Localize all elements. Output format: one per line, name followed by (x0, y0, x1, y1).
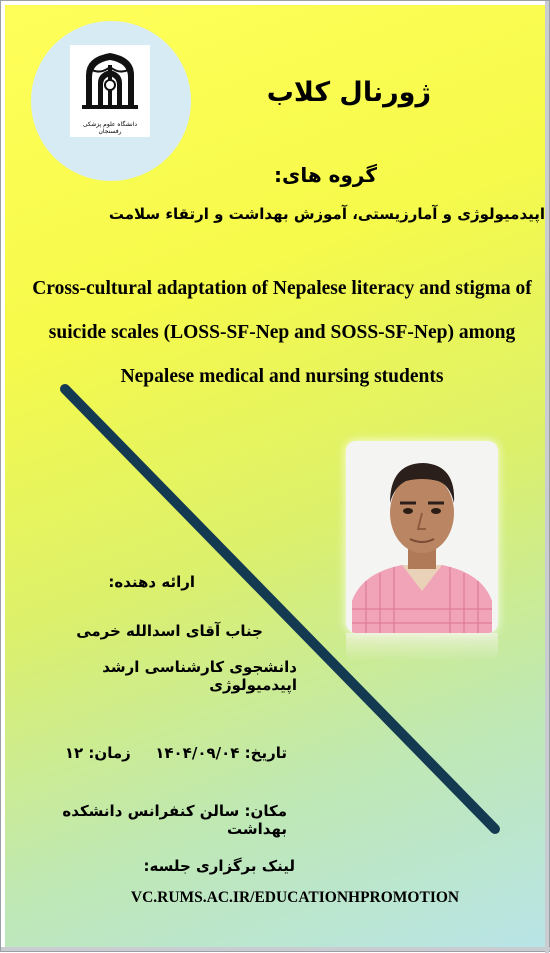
poster-title: ژورنال کلاب (266, 77, 431, 108)
diagonal-strike-line (5, 5, 547, 949)
logo-caption: دانشگاه علوم پزشکی رفسنجان (82, 121, 138, 135)
presenter-label: ارائه دهنده: (108, 573, 195, 591)
link-label: لینک برگزاری جلسه: (143, 857, 295, 875)
date-label: تاریخ: (244, 744, 287, 762)
scrollbar-edge-right (545, 1, 549, 953)
place-label: مکان: (244, 802, 287, 820)
groups-label: گروه های: (274, 163, 377, 187)
time-label: زمان: (88, 744, 131, 762)
place-value: سالن کنفرانس دانشکده بهداشت (62, 802, 287, 838)
poster (5, 5, 547, 949)
meeting-link[interactable]: VC.RUMS.AC.IR/EDUCATIONHPROMOTION (130, 889, 460, 906)
groups-names: اپیدمیولوژی و آمارزیستی، آموزش بهداشت و ارتقاء سلامت (108, 205, 545, 223)
paper-title: Cross-cultural adaptation of Nepalese literacy and stigma of suicide scales (LOSS-SF-Nep and SOSS-SF-Nep) among Nepalese medical and nursing students (32, 278, 532, 387)
time-value: ۱۲ (64, 744, 84, 762)
presenter-degree: دانشجوی کارشناسی ارشد اپیدمیولوژی (102, 658, 297, 694)
presenter-name: جناب آقای اسدالله خرمی (76, 622, 263, 640)
date-value: ۱۴۰۴/۰۹/۰۴ (155, 744, 240, 762)
scrollbar-edge-bottom (1, 947, 550, 951)
